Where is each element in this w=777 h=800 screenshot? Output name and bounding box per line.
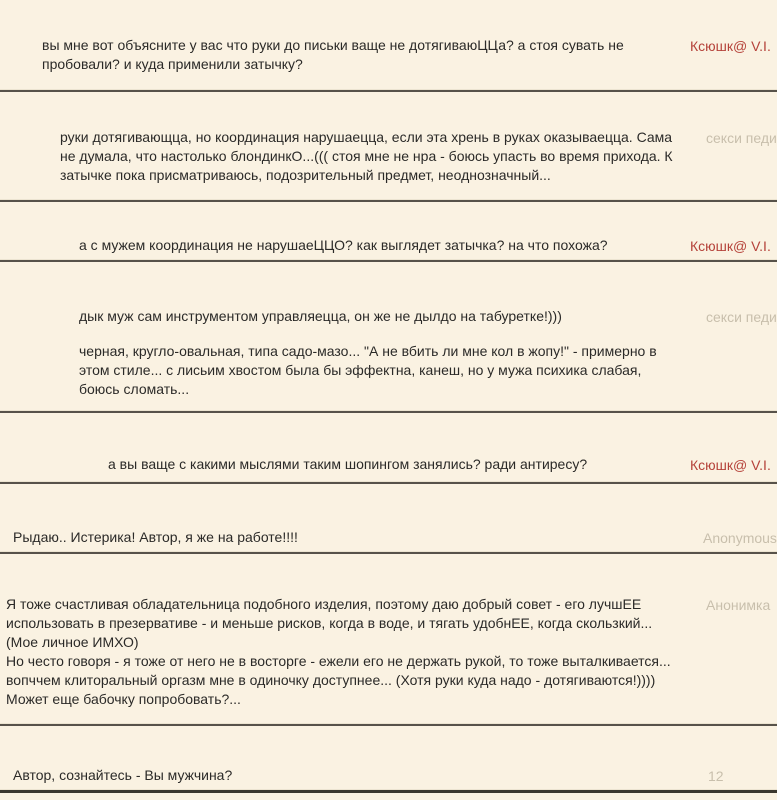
comment-row — [0, 413, 777, 484]
comment-text — [13, 766, 680, 785]
author-link[interactable]: Анонимка — [706, 597, 771, 613]
comment-paragraph: дык муж сам инструментом управляецца, он же не дылдо на табуретке!))) — [79, 308, 562, 324]
page-number[interactable]: 12 — [708, 768, 724, 784]
comment-paragraph: вы мне вот объясните у вас что руки до письки ваще не дотягиваюЦЦа? а стоя сувать не пробовали? и куда применили затычку? — [42, 37, 624, 72]
comment-paragraph: руки дотягивающца, но координация нарушаецца, если эта хрень в руках оказываецца. Сама не думала, что настолько блондинкО...((( стоя мне не нра - боюсь упасть во время прихода. К затычке пока присматриваюсь, подозрительный предмет, неоднозначный... — [60, 129, 673, 183]
comment-row — [0, 484, 777, 554]
comment-paragraph: (Мое личное ИМХО) — [6, 634, 139, 650]
comment-text — [79, 236, 680, 255]
comment-row — [0, 262, 777, 413]
comment-paragraph: Автор, сознайтесь - Вы мужчина? — [13, 767, 233, 783]
comment-paragraph: Может еще бабочку попробовать?... — [6, 691, 241, 707]
comment-row — [0, 92, 777, 202]
comment-paragraph: Но често говоря - я тоже от него не в восторге - ежели его не держать рукой, то тоже выталкивается... вопччем клиторальный оргазм мне в одиночку доступнее... (Хотя руки куда надо - дотягиваются!)))) — [6, 653, 671, 688]
comment-paragraph: черная, кругло-овальная, типа садо-мазо... "А не вбить ли мне кол в жопу!" - примерно в этом стиле... с лисьим хвостом была бы эффектна, канеш, но у мужа психика слабая, боюсь сломать... — [79, 343, 657, 397]
comment-text — [60, 128, 680, 185]
author-link[interactable]: Anonymous — [703, 530, 777, 546]
comment-text — [42, 36, 680, 74]
comment-row — [0, 554, 777, 726]
comment-paragraph: а с мужем координация не нарушаеЦЦО? как выглядет затычка? на что похожа? — [79, 237, 608, 253]
comment-text — [6, 595, 680, 709]
comment-text — [79, 307, 680, 399]
comment-row — [0, 726, 777, 793]
author-link[interactable]: Ксюшк@ V.I. — [690, 457, 771, 473]
author-link[interactable]: секси педи — [706, 130, 777, 146]
comment-paragraph: а вы ваще с какими мыслями таким шопингом занялись? ради антиресу? — [108, 456, 588, 472]
comment-text — [13, 528, 680, 547]
author-link[interactable]: Ксюшк@ V.I. — [690, 238, 771, 254]
comment-paragraph: Рыдаю.. Истерика! Автор, я же на работе!!!! — [13, 529, 298, 545]
comment-row — [0, 0, 777, 92]
author-link[interactable]: Ксюшк@ V.I. — [690, 38, 771, 54]
comment-paragraph: Я тоже счастливая обладательница подобного изделия, поэтому даю добрый совет - его лучшЕЕ использовать в презервативе - и меньше рисков, когда в воде, и тягать удобнЕЕ, когда скользкий... — [6, 596, 653, 631]
comment-text — [108, 455, 680, 474]
author-link[interactable]: секси педи — [706, 309, 777, 325]
comment-row — [0, 202, 777, 262]
